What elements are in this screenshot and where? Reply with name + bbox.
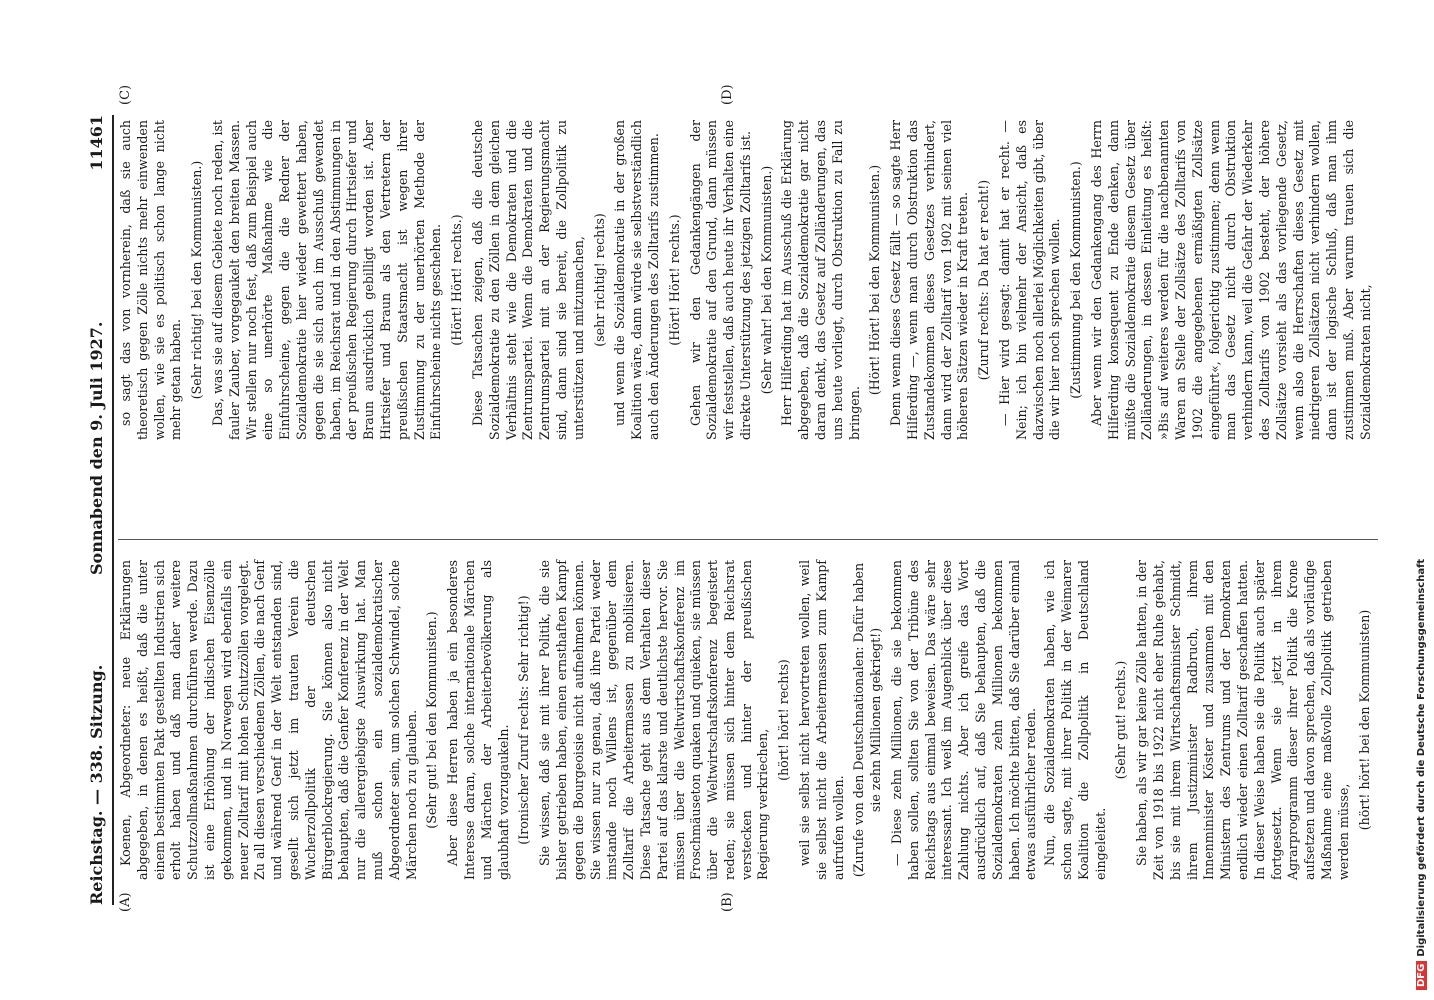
column-right	[118, 120, 1377, 440]
interjection: (Sehr gut! rechts.)	[1113, 660, 1129, 780]
dfg-logo: DFG	[1416, 961, 1427, 990]
paragraph: so sagt das von vornherein, daß sie auch theoretisch gegen Zölle nichts mehr einwenden wollen, wie sie es politisch schon lange nicht mehr getan haben.	[118, 120, 184, 440]
interjection: (Zuruf rechts: Da hat er recht!)	[976, 179, 992, 381]
paragraph: Das, was sie auf diesem Gebiete noch reden, ist fauler Zauber, vorgegaukelt den breiten Massen. Wir stellen nur noch fest, daß zum Beispiel auch eine so unerhörte Maßnahme wie die Einfuhrscheine, gegen die die Redner der Sozialdemokratie hier wieder gewettert haben, gegen die sie sich auch im Ausschuß gewendet haben, im Reichsrat und in den Abstimmungen in der preußischen Regierung durch Hirtsiefer und Braun ausdrücklich gebilligt worden ist. Aber Hirtsiefer und Braun als den Vertretern der preußischen Staatsmacht ist wegen ihrer Zustimmung zu der unerhörten Methode der Einfuhrscheine nichts geschehen.	[209, 120, 444, 440]
interjection: (Hört! Hört! rechts.)	[666, 214, 682, 346]
paragraph: Koenen, Abgeordneter: neue Erklärungen abgegeben, in denen es heißt, daß die unter einem bestimmten Pakt gestellten Industrien sich erholt haben und daß man daher weitere Schutzzollmaßnahmen durchführen werde. Dazu ist eine Erhöhung der indischen Eisenzölle gekommen, und in Norwegen wird ebenfalls ein neuer Zolltarif mit hohen Schutzzöllen vorgelegt. Zu all diesen verschiedenen Zöllen, die nach Genf und während Genf in der Welt entstanden sind, gesellt sich jetzt im trauten Verein die Wucherzollpolitik der deutschen Bürgerblockregierung. Sie können also nicht behaupten, daß die Genfer Konferenz in der Welt nur die allerergiebigste Auswirkung hat. Man muß schon ein sozialdemokratischer Abgeordneter sein, um solchen Schwindel, solche Märchen noch zu glauben.	[118, 560, 419, 880]
interjection: (hört! hört! rechts)	[776, 659, 792, 781]
column-divider	[118, 539, 1378, 540]
interjection: (Sehr richtig! bei den Kommunisten.)	[189, 160, 205, 400]
interjection: (Ironischer Zuruf rechts: Sehr richtig!)	[516, 595, 532, 845]
interjection: (hört! hört! bei den Kommunisten)	[1356, 609, 1372, 831]
header-left: Reichstag. — 338. Sitzung.	[87, 664, 106, 905]
paragraph: — Hier wird gesagt: damit hat er recht. — Nein; ich bin vielmehr der Ansicht, daß es dazwischen noch allerlei Möglichkeiten gibt, über die wir hier noch sprechen wollen.	[997, 120, 1063, 440]
interjection: (sehr richtig! rechts)	[591, 213, 607, 347]
marker-a: (A)	[118, 892, 133, 912]
paragraph: Herr Hilferding hat im Ausschuß die Erklärung abgegeben, daß die Sozialdemokratie gar nicht daran denkt, das Gesetz auf Zolländerungen, das uns heute vorliegt, durch Obstruktion zu Fall zu bringen.	[779, 120, 862, 440]
interjection: (Hört! Hört! rechts.)	[449, 214, 465, 346]
paragraph: — Diese zehn Millionen, die sie bekommen haben sollen, sollten Sie von der Tribüne des Reichstags aus einmal beweisen. Das wäre sehr interessant. Ich weiß im Augenblick über diese Zahlung nichts. Aber ich greife das Wort ausdrücklich auf, daß Sie behaupten, daß die Sozialdemokraten zehn Millionen bekommen haben. Ich möchte bitten, daß Sie darüber einmal etwas ausführlicher reden.	[889, 560, 1039, 880]
interjection: (Sehr wahr! bei den Kommunisten.)	[758, 165, 774, 395]
header-date: Sonnabend den 9. Juli 1927.	[87, 321, 106, 575]
page-number: 11461	[87, 115, 106, 171]
credit-text: Digitalisierung gefördert durch die Deutsche Forschungsgemeinschaft	[1416, 558, 1427, 957]
paragraph: Sie haben, als wir gar keine Zölle hatten, in der Zeit von 1918 bis 1922 nicht eher Ruhe gehabt, bis sie mit ihrem Wirtschaftsminister Schmidt, ihrem Justizminister Radbruch, ihrem Innenminister Köster und zusammen mit den Ministern des Zentrums und der Demokraten endlich wieder einen Zolltarif geschaffen hatten. In dieser Weise haben sie die Politik auch später fortgesetzt. Wenn sie jetzt in ihrem Agrarprogramm dieser ihrer Politik die Krone aufsetzen und davon sprechen, daß als vorläufige Maßnahme eine maßvolle Zollpolitik getrieben werden müsse,	[1134, 560, 1351, 880]
page-header	[84, 115, 114, 905]
interjection: (Zustimmung bei den Kommunisten.)	[1068, 161, 1084, 399]
interjection: (Zurufe von den Deutschnationalen: Dafür haben sie zehn Millionen gekriegt!)	[851, 562, 884, 878]
paragraph: und wenn die Sozialdemokratie in der großen Koalition wäre, dann würde sie selbstverständlich auch den Änderungen des Zolltarifs zustimmen.	[612, 120, 661, 440]
marker-c: (C)	[118, 84, 133, 105]
column-left	[118, 560, 1377, 880]
paragraph: Sie wissen, daß sie mit ihrer Politik, die sie bisher getrieben haben, einen ernsthaften Kampf gegen die Bourgeoisie nicht aufnehmen können. Sie wissen nur zu genau, daß ihre Partei weder imstande noch Willens ist, gegenüber dem Zolltarif die Arbeitermassen zu mobilisieren. Diese Tatsache geht aus dem Verhalten dieser Partei auf das klarste und deutlichste hervor. Sie müssen über die Weltwirtschaftskonferenz im Froschmäuseton quaken und quieken, sie müssen über die Weltwirtschaftskonferenz begeistert reden; sie müssen sich hinter dem Reichsrat verstecken und hinter der preußischen Regierung verkriechen,	[537, 560, 771, 880]
marker-d: (D)	[720, 84, 735, 105]
paragraph: Denn wenn dieses Gesetz fällt — so sagte Herr Hilferding —, wenn man durch Obstruktion das Zustandekommen dieses Gesetzes verhindert, dann wird der Zolltarif von 1902 mit seinen viel höheren Sätzen wieder in Kraft treten.	[888, 120, 971, 440]
paragraph: Nun, die Sozialdemokraten haben, wie ich schon sagte, mit ihrer Politik in der Weimarer Koalition die Zollpolitik in Deutschland eingeleitet.	[1042, 560, 1108, 880]
interjection: (Sehr gut! bei den Kommunisten.)	[424, 611, 440, 829]
paragraph: weil sie selbst nicht hervortreten wollen, weil sie selbst nicht die Arbeitermassen zum Kampf aufrufen wollen.	[797, 560, 846, 880]
paragraph: Aber diese Herren haben ja ein besonderes Interesse daran, solche internationale Märchen und Märchen der Arbeiterbevölkerung als glaubhaft vorzugaukeln.	[445, 560, 511, 880]
paragraph: Aber wenn wir den Gedankengang des Herrn Hilferding konsequent zu Ende denken, dann müßte die Sozialdemokratie diesem Gesetz über Zolländerungen, in dessen Einleitung es heißt: »Bis auf weiteres werden für die nachbenannten Waren an Stelle der Zollsätze des Zolltarifs von 1902 die angegebenen ermäßigten Zollsätze eingeführt«, folgerichtig zustimmen; denn wenn man das Gesetz nicht durch Obstruktion verhindern kann, weil die Gefahr der Wiederkehr des Zolltarifs von 1902 besteht, der höhere Zollsätze vorsieht als das vorliegende Gesetz, wenn also die Herrschaften dieses Gesetz mit niedrigeren Zollsätzen nicht verhindern wollen, dann ist der logische Schluß, daß man ihm zustimmen muß. Aber warum trauen sich die Sozialdemokraten nicht,	[1089, 120, 1373, 440]
digitization-credit	[1416, 10, 1434, 990]
paragraph: Diese Tatsachen zeigen, daß die deutsche Sozialdemokratie zu den Zöllen in dem gleichen Verhältnis steht wie die Demokraten und die Zentrumspartei. Wenn die Demokraten und die Zentrumspartei mit an der Regierungsmacht sind, dann sind sie bereit, die Zollpolitik zu unterstützen und mitzumachen,	[469, 120, 586, 440]
paragraph: Gehen wir den Gedankengängen der Sozialdemokratie auf den Grund, dann müssen wir feststellen, daß auch heute ihr Verhalten eine direkte Unterstützung des jetzigen Zolltarifs ist.	[687, 120, 753, 440]
interjection: (Hört! Hört! bei den Kommunisten.)	[867, 164, 883, 396]
marker-b: (B)	[720, 892, 735, 912]
